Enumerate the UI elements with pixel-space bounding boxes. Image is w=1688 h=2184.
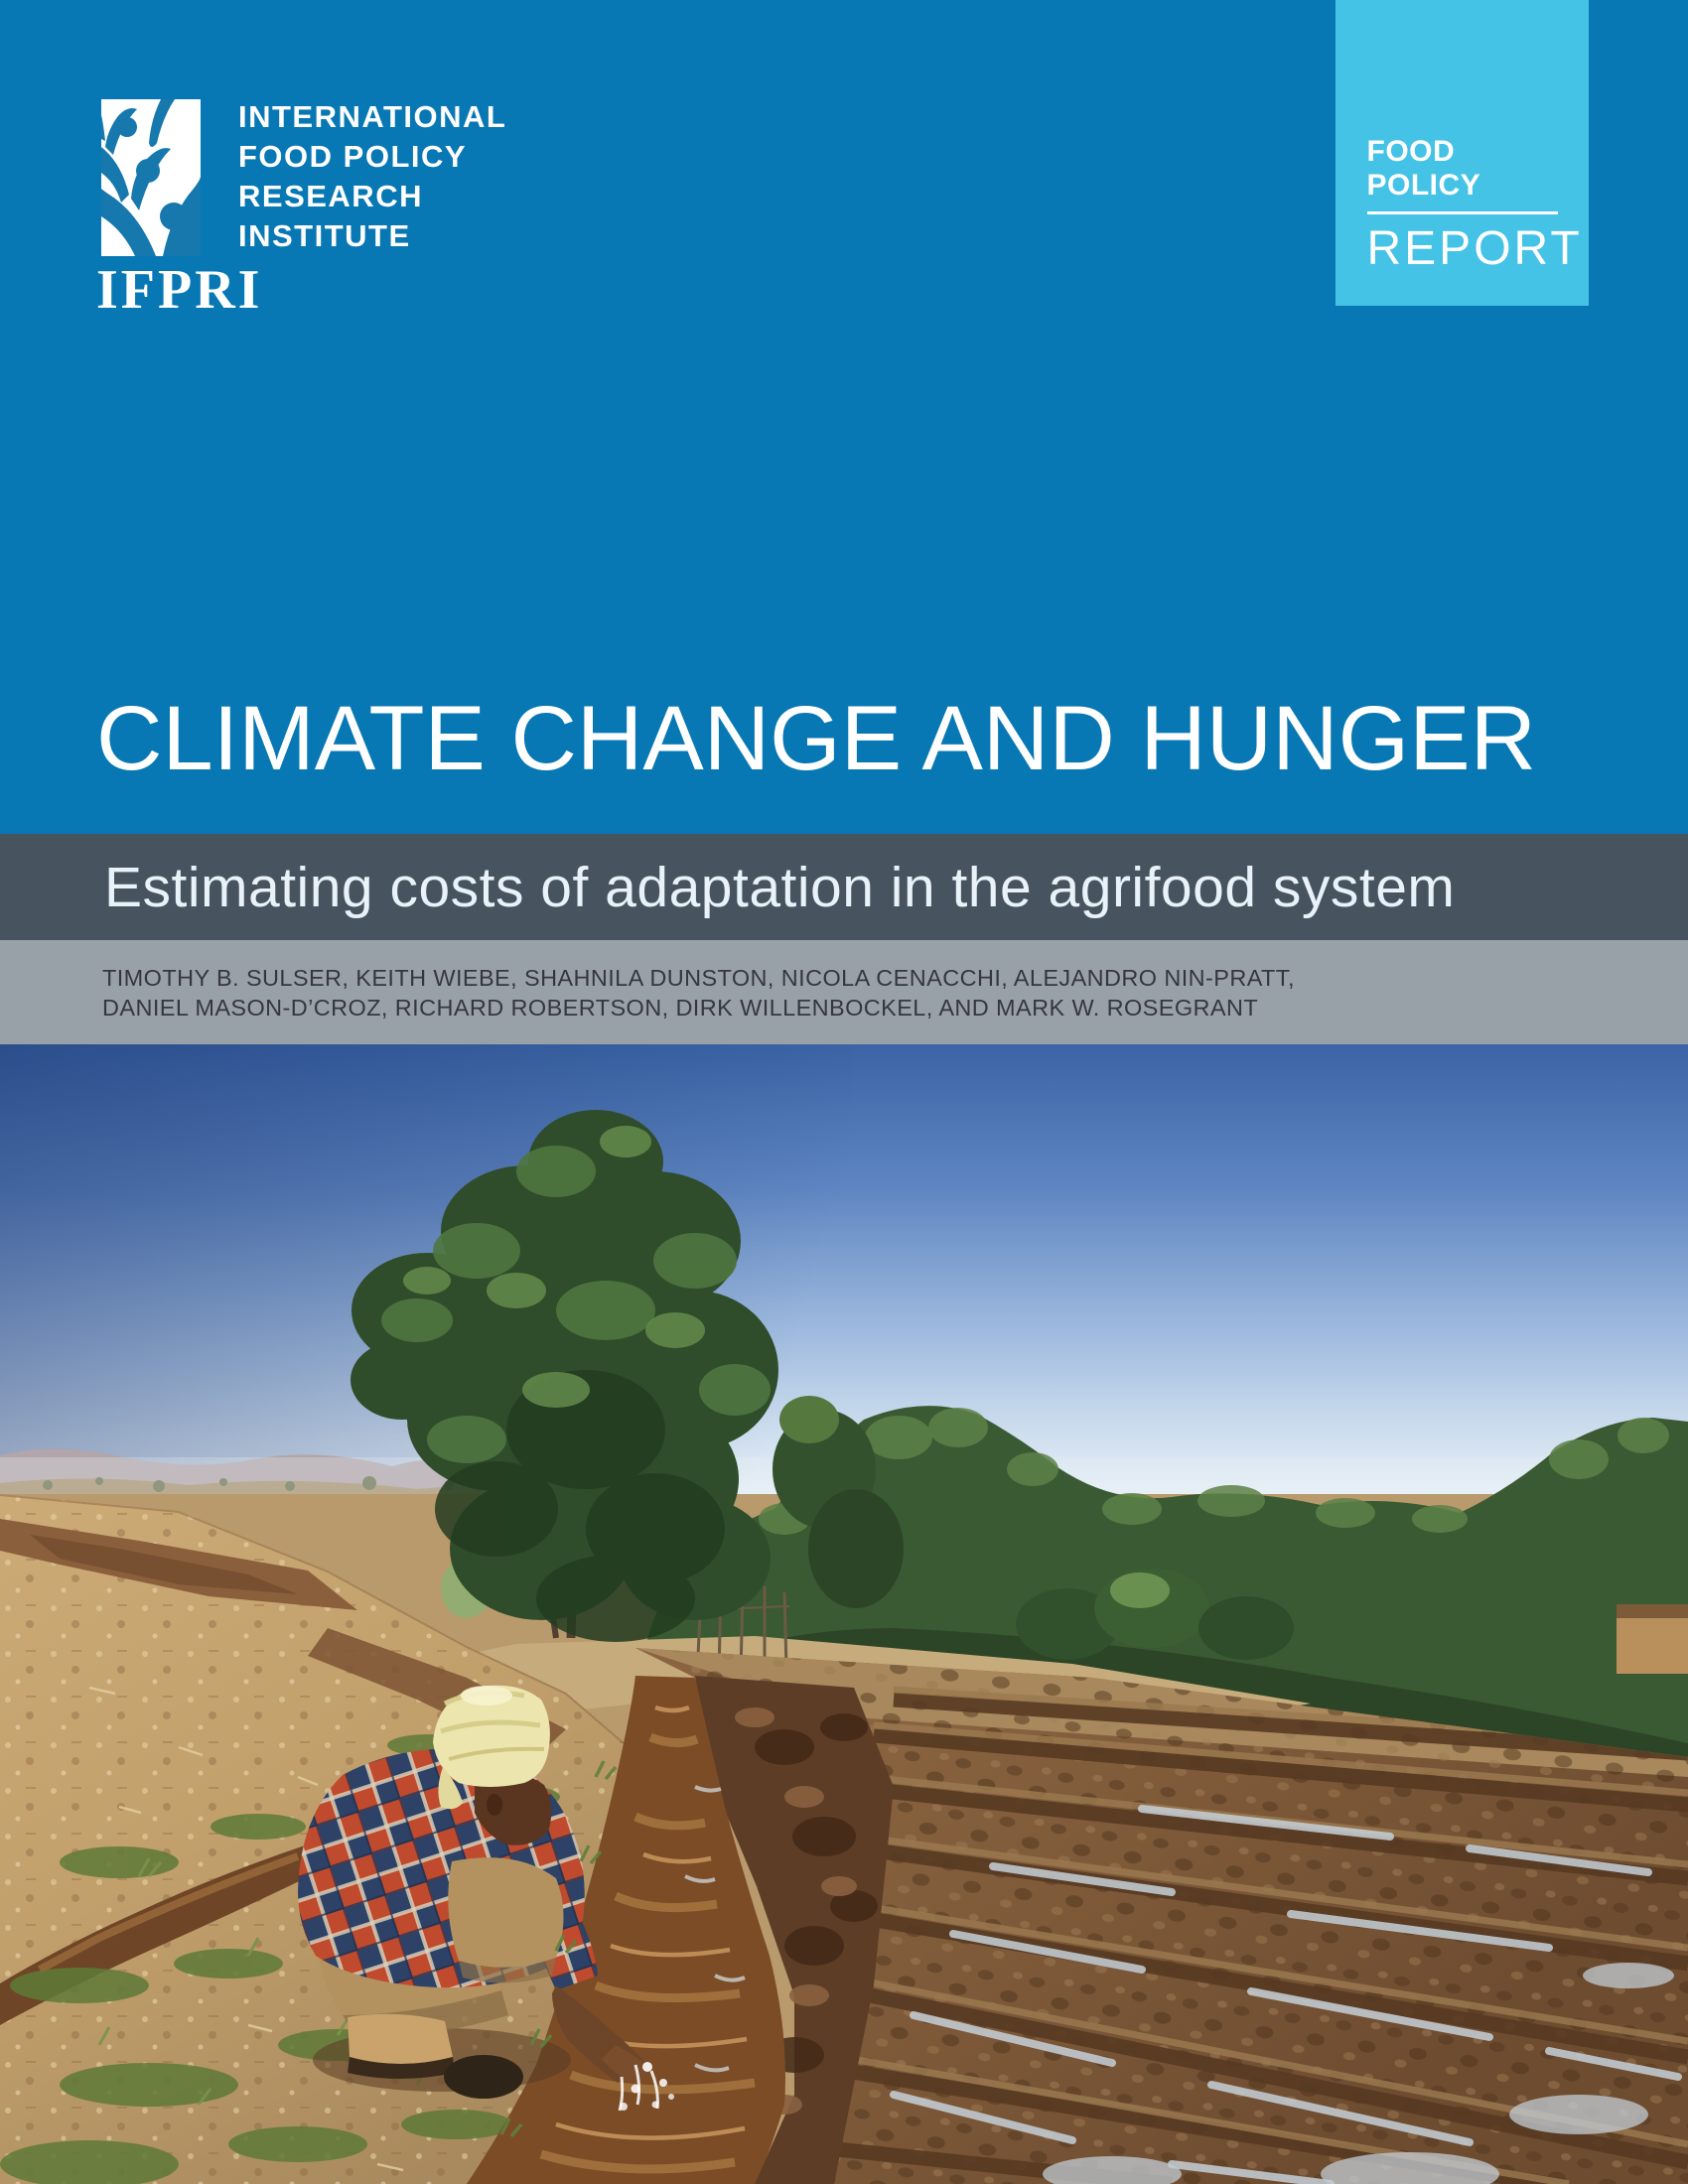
logo-line: INSTITUTE — [238, 218, 411, 253]
authors-band — [0, 940, 1688, 1044]
logo-acronym: IFPRI — [96, 259, 263, 321]
logo-wordmark — [238, 97, 506, 256]
logo-line: RESEARCH — [238, 179, 423, 213]
farmer-irrigation-illustration — [0, 1044, 1688, 2184]
ifpri-leaf-logo-icon — [101, 99, 201, 256]
authors-line-2: DANIEL MASON-D’CROZ, RICHARD ROBERTSON, DIRK WILLENBOCKEL, AND MARK W. ROSEGRANT — [102, 994, 1259, 1021]
badge-series-subtitle: REPORT — [1366, 222, 1583, 275]
food-policy-report-badge — [1336, 0, 1589, 306]
subtitle-band — [0, 834, 1688, 940]
logo-line: INTERNATIONAL — [238, 99, 507, 134]
logo-line: FOOD POLICY — [238, 139, 468, 174]
subtitle-text: Estimating costs of adaptation in the agrifood system — [104, 855, 1456, 919]
authors-line-1: TIMOTHY B. SULSER, KEITH WIEBE, SHAHNILA DUNSTON, NICOLA CENACCHI, ALEJANDRO NIN-PRATT, — [102, 964, 1295, 991]
badge-divider — [1367, 211, 1558, 214]
badge-series-title: FOOD POLICY — [1366, 135, 1481, 202]
page-title: CLIMATE CHANGE AND HUNGER — [96, 688, 1537, 789]
hut — [1617, 1604, 1688, 1674]
cover-photo — [0, 1044, 1688, 2184]
farmer-knee — [448, 1857, 563, 1968]
header-blue-panel — [0, 0, 1688, 834]
